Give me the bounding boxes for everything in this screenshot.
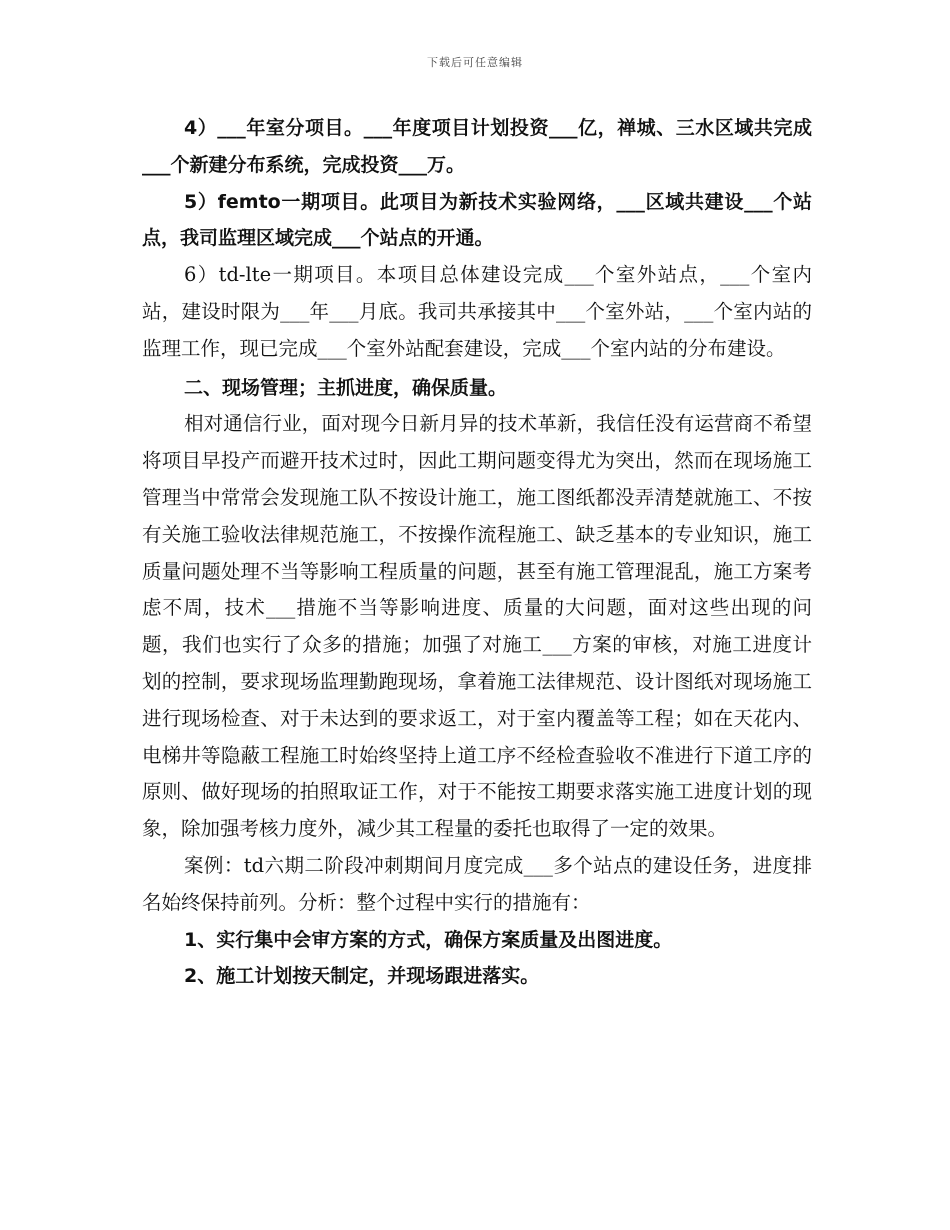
page-header: 下载后可任意编辑 [427,56,523,69]
document-body [142,110,812,995]
paragraph-item-4: 4）___年室分项目。___年度项目计划投资___亿，禅城、三水区域共完成___个新建分布系统，完成投资___万。 [142,117,812,176]
section-heading-site-management: 二、现场管理；主抓进度，确保质量。 [184,376,508,399]
paragraph-item-5: 5）femto一期项目。此项目为新技术实验网络，___区域共建设___个站点，我司监理区域完成___个站点的开通。 [142,190,812,250]
measure-item-2: 2、施工计划按天制定，并现场跟进落实。 [184,965,540,988]
paragraph-case-study: 案例：td六期二阶段冲刺期间月度完成___多个站点的建设任务，进度排名始终保持前列。分析：整个过程中实行的措施有： [142,853,812,914]
measure-item-1: 1、实行集中会审方案的方式，确保方案质量及出图进度。 [184,928,673,951]
paragraph-site-management-body: 相对通信行业，面对现今日新月异的技术革新，我信任没有运营商不希望将项目早投产而避开技术过时，因此工期问题变得尤为突出，然而在现场施工管理当中常常会发现施工队不按设计施工，施工图纸都没弄清楚就施工、不按有关施工验收法律规范施工，不按操作流程施工、缺乏基本的专业知识，施工质量问题处理不当等影响工程质量的问题，甚至有施工管理混乱，施工方案考虑不周，技术___措施不当等影响进度、质量的大问题，面对这些出现的问题，我们也实行了众多的措施；加强了对施工___方案的审核，对施工进度计划的控制，要求现场监理勤跑现场，拿着施工法律规范、设计图纸对现场施工进行现场检查、对于未达到的要求返工，对于室内覆盖等工程；如在天花内、电梯井等隐蔽工程施工时始终坚持上道工序不经检查验收不准进行下道工序的原则、做好现场的拍照取证工作，对于不能按工期要求落实施工进度计划的现象，除加强考核力度外，减少其工程量的委托也取得了一定的效果。 [142,412,812,841]
paragraph-item-6: 6）td-lte一期项目。本项目总体建设完成___个室外站点，___个室内站，建设时限为___年___月底。我司共承接其中___个室外站，___个室内站的监理工作，现已完成___个室外站配套建设，完成___个室内站的分布建设。 [142,263,812,360]
